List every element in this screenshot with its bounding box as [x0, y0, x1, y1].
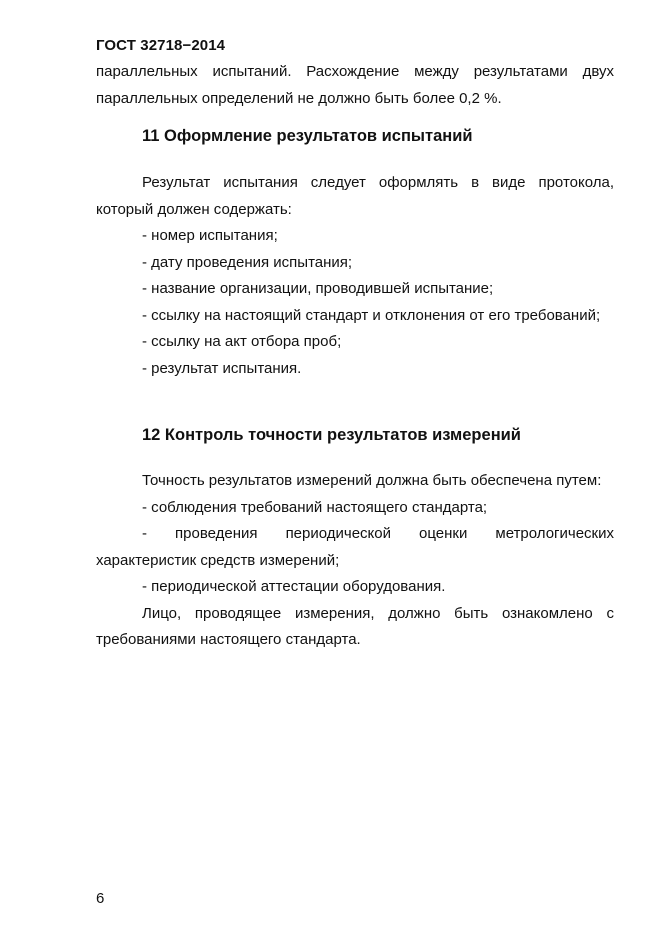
section-11-list-item: - номер испытания; — [142, 227, 278, 244]
section-12-closing: Лицо, проводящее измерения, должно быть ознакомлено с требованиями настоящего стандарта. — [96, 604, 614, 648]
section-12-heading: 12 Контроль точности результатов измерений — [142, 426, 521, 444]
intro-paragraph-block — [96, 59, 614, 112]
section-12-list-item: - периодической аттестации оборудования. — [142, 578, 446, 595]
section-12-list-item: - проведения периодической оценки метрологических характеристик средств измерений; — [96, 525, 614, 569]
page-number: 6 — [96, 890, 105, 907]
intro-paragraph: параллельных испытаний. Расхождение между результатами двух параллельных определений не должно быть более 0,2 %. — [96, 63, 614, 107]
section-11-list-item: - название организации, проводившей испытание; — [142, 280, 494, 297]
section-11-intro: Результат испытания следует оформлять в виде протокола, который должен содержать: — [96, 174, 614, 218]
section-11-list-item: - результат испытания. — [142, 359, 302, 377]
section-12-body — [96, 468, 614, 654]
section-12-list-item: - соблюдения требований настоящего стандарта; — [142, 498, 488, 516]
document-code-header: ГОСТ 32718−2014 — [96, 37, 226, 54]
section-11-list-item: - дату проведения испытания; — [142, 253, 353, 271]
section-11-list-item: - ссылку на настоящий стандарт и отклонения от его требований; — [142, 306, 601, 324]
section-11-list-item: - ссылку на акт отбора проб; — [142, 333, 342, 350]
section-12-intro: Точность результатов измерений должна быть обеспечена путем: — [142, 472, 602, 489]
section-11-body — [96, 170, 614, 382]
section-11-heading: 11 Оформление результатов испытаний — [142, 127, 473, 145]
